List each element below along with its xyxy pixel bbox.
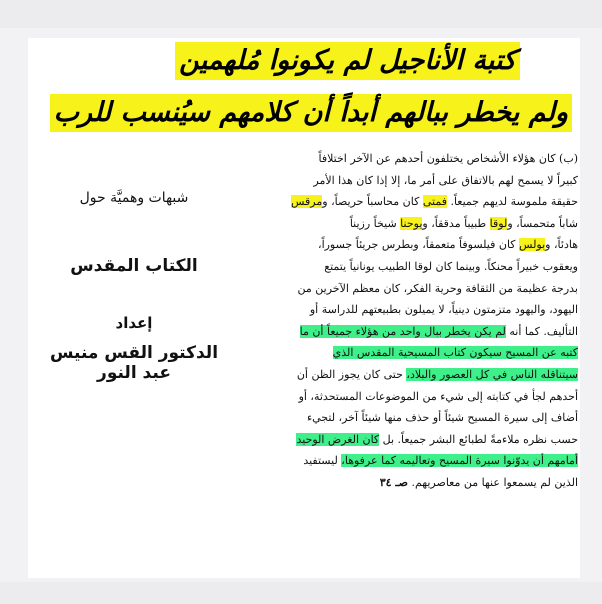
text-span: حقيقة ملموسة لديهم جميعاً. (450, 195, 578, 209)
highlight-luke: لوقا (489, 216, 508, 230)
text-line (256, 450, 578, 472)
headline-line-1: كتبة الأناجيل لم يكونوا مُلهمين (175, 42, 520, 80)
text-span: ليستفيد (303, 454, 338, 468)
text-line: كبيراً لا يسمح لهم بالاتفاق على أمر ما، إلا إذا كان هذا الأمر (313, 173, 578, 187)
highlight-green: كان الغرض الوحيد (296, 432, 380, 446)
text-span: حسب نظره ملاءمةً لطبائع البشر جميعاً. بل (382, 432, 578, 446)
text-span: التأليف. كما أنه (509, 324, 578, 338)
text-line: بدرجة عظيمة من الثقافة وحرية الفكر، كان معظم الآخرين من (297, 281, 578, 295)
text-line (256, 213, 578, 235)
text-line (256, 342, 578, 364)
book-page (28, 38, 580, 578)
text-span: كان محاسباً حريصاً، و (322, 195, 420, 209)
body-text (256, 148, 578, 494)
text-line: أحدهم لجأ في كتابته إلى شيء من الموضوعات المستحدثة، أو (298, 389, 578, 403)
text-line: أضاف إلى سيرة المسيح شيئاً أو حذف منها شيئاً آخر، لتجيء (306, 411, 578, 425)
highlight-green: كتبه عن المسيح سيكون كتاب المسيحية المقدس الذي (332, 346, 578, 360)
cover-subtitle: شبهات وهميَّة حول (79, 190, 189, 206)
image-frame-top (0, 0, 602, 28)
highlight-green: سيتناقله الناس في كل العصور والبلاد، (406, 367, 578, 381)
text-span: كان فيلسوفاً متعمقاً، وبطرس جريئاً جسوراً، (318, 238, 516, 252)
text-line (256, 191, 578, 213)
text-span: حتى كان يجوز الظن أن (296, 367, 403, 381)
text-line (256, 364, 578, 386)
text-span: الذين لم يسمعوا عنها من معاصريهم. (411, 475, 578, 489)
text-line (256, 429, 578, 451)
highlight-mark: مرقس (291, 195, 323, 209)
text-line: ويعقوب خبيراً محنكاً. وبينما كان لوقا الطبيب يونانياً يتمتع (324, 259, 578, 273)
text-line: (ب) كان هؤلاء الأشخاص يختلفون أحدهم عن الآخر اختلافاً (318, 152, 578, 165)
text-line (256, 321, 578, 343)
text-span: هادئاً، و (545, 238, 578, 252)
cover-author: الدكتور القس منيس عبد النور (49, 343, 219, 383)
highlight-paul: بولس (519, 238, 546, 252)
page-reference: صـ ٣٤ (379, 475, 408, 489)
highlight-matthew: فمتى (422, 195, 447, 209)
highlight-green: أمامهم أن يدوّنوا سيرة المسيح وتعاليمه كما عرفوها، (341, 454, 578, 468)
text-span: شيخاً رزيناً (349, 216, 397, 230)
highlight-john: يوحنا (400, 216, 423, 230)
highlight-green: لم يكن يخطر ببال واحد من هؤلاء جميعاً أن ما (299, 324, 506, 338)
text-line (256, 234, 578, 256)
headline-line-2: ولم يخطر ببالهم أبداً أن كلامهم سيُنسب للرب (50, 94, 572, 132)
cover-book-title: الكتاب المقدس (70, 256, 198, 276)
text-line: اليهود، واليهود متزمتون دينياً، لا يميلون بطبيعتهم للدراسة أو (309, 303, 578, 317)
cover-prepared-by: إعداد (115, 314, 153, 332)
text-span: طبيباً مدققاً، و (422, 216, 487, 230)
image-frame-bottom (0, 582, 602, 604)
text-span: شاباً متحمساً، و (507, 216, 578, 230)
text-line (256, 472, 578, 494)
